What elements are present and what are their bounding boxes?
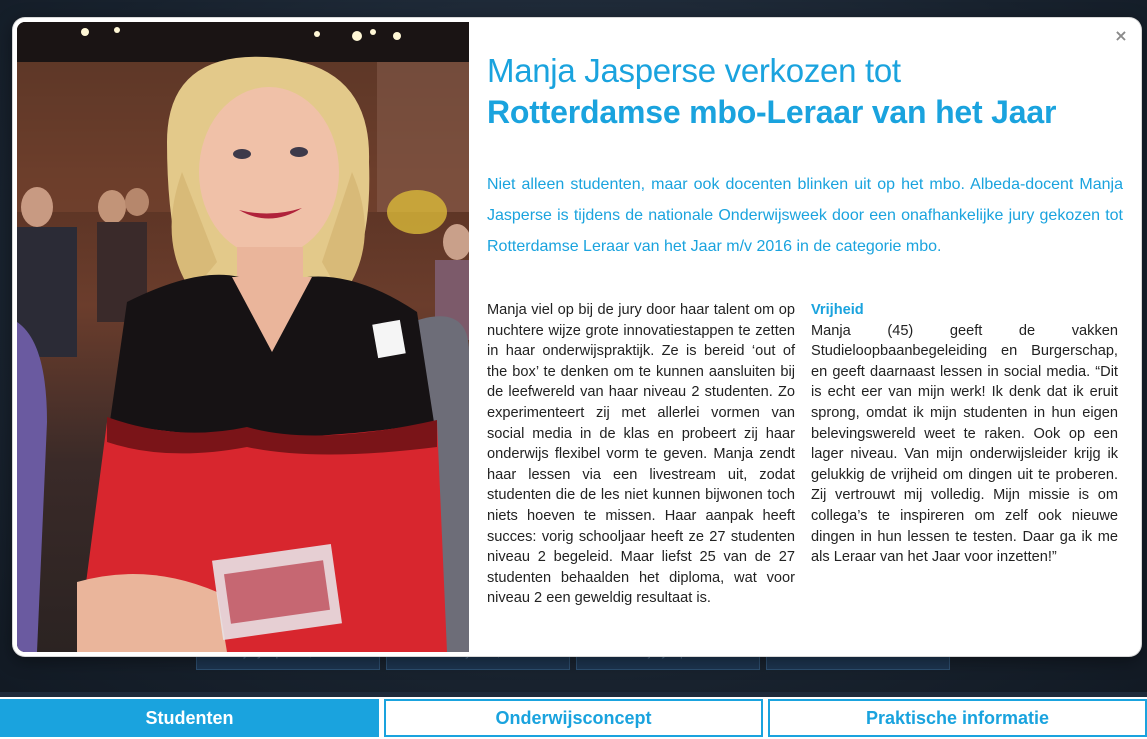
close-icon[interactable]: ×: [1114, 26, 1128, 45]
article-modal: [13, 18, 1141, 656]
photo-illustration: [17, 22, 469, 652]
article-photo: [17, 22, 469, 652]
article-title-line2: Rotterdamse mbo-Leraar van het Jaar: [487, 94, 1057, 130]
article-column-left: Manja viel op bij de jury door haar talent om op nuchtere wijze grote innovatiestappen te zetten in haar onderwijspraktijk. Ze is bereid ‘out of the box’ te denken om te kunnen aansluiten bij de leefwereld van haar niveau 2 studenten. Zo experimenteert zij met allerlei vormen van social media in de klas en probeert zij haar onderwijs flexibel vorm te geven. Manja zendt haar lessen via een livestream uit, zodat studenten die de les niet kunnen bijwonen toch niets hoeven te missen. Haar aanpak heeft succes: vorig schooljaar heeft ze 27 studenten niveau 2 begeleid. Maar liefst 25 van de 27 studenten behaalden het diploma, wat voor niveau 2 een geweldig resultaat is.: [487, 302, 795, 607]
article-title-line1: Manja Jasperse verkozen tot: [487, 52, 901, 89]
article-content: [487, 22, 1137, 652]
nav-tab-praktische-informatie[interactable]: Praktische informatie: [768, 699, 1147, 737]
bottom-nav: [0, 697, 1147, 739]
section-body: Manja (45) geeft de vakken Studieloopbaanbegeleiding en Burgerschap, en geeft daarnaast lessen in social media. “Dit is echt eer van mijn werk! Ik denk dat ik eruit sprong, omdat ik mijn studenten in hun eigen belevingswereld weet te raken. Ook op een lager niveau. Van mijn onderwijsleider krijg ik gelukkig de vrijheid om dingen uit te proberen. Zij vertrouwt mij volledig. Mijn missie is om collega’s te inspireren om zelf ook nieuwe dingen in hun lessen te testen. Daar ga ik me als Leraar van het Jaar voor inzetten!”: [811, 322, 1118, 566]
section-heading: Vrijheid: [811, 302, 864, 318]
article-column-right: [811, 300, 1118, 568]
article-intro: Niet alleen studenten, maar ook docenten blinken uit op het mbo. Albeda-docent Manja Jasperse is tijdens de nationale Onderwijsweek door een onafhankelijke jury gekozen tot Rotterdamse Leraar van het Jaar m/v 2016 in de categorie mbo.: [487, 176, 1123, 255]
nav-tab-onderwijsconcept[interactable]: Onderwijsconcept: [384, 699, 763, 737]
nav-tab-studenten[interactable]: Studenten: [0, 699, 379, 737]
